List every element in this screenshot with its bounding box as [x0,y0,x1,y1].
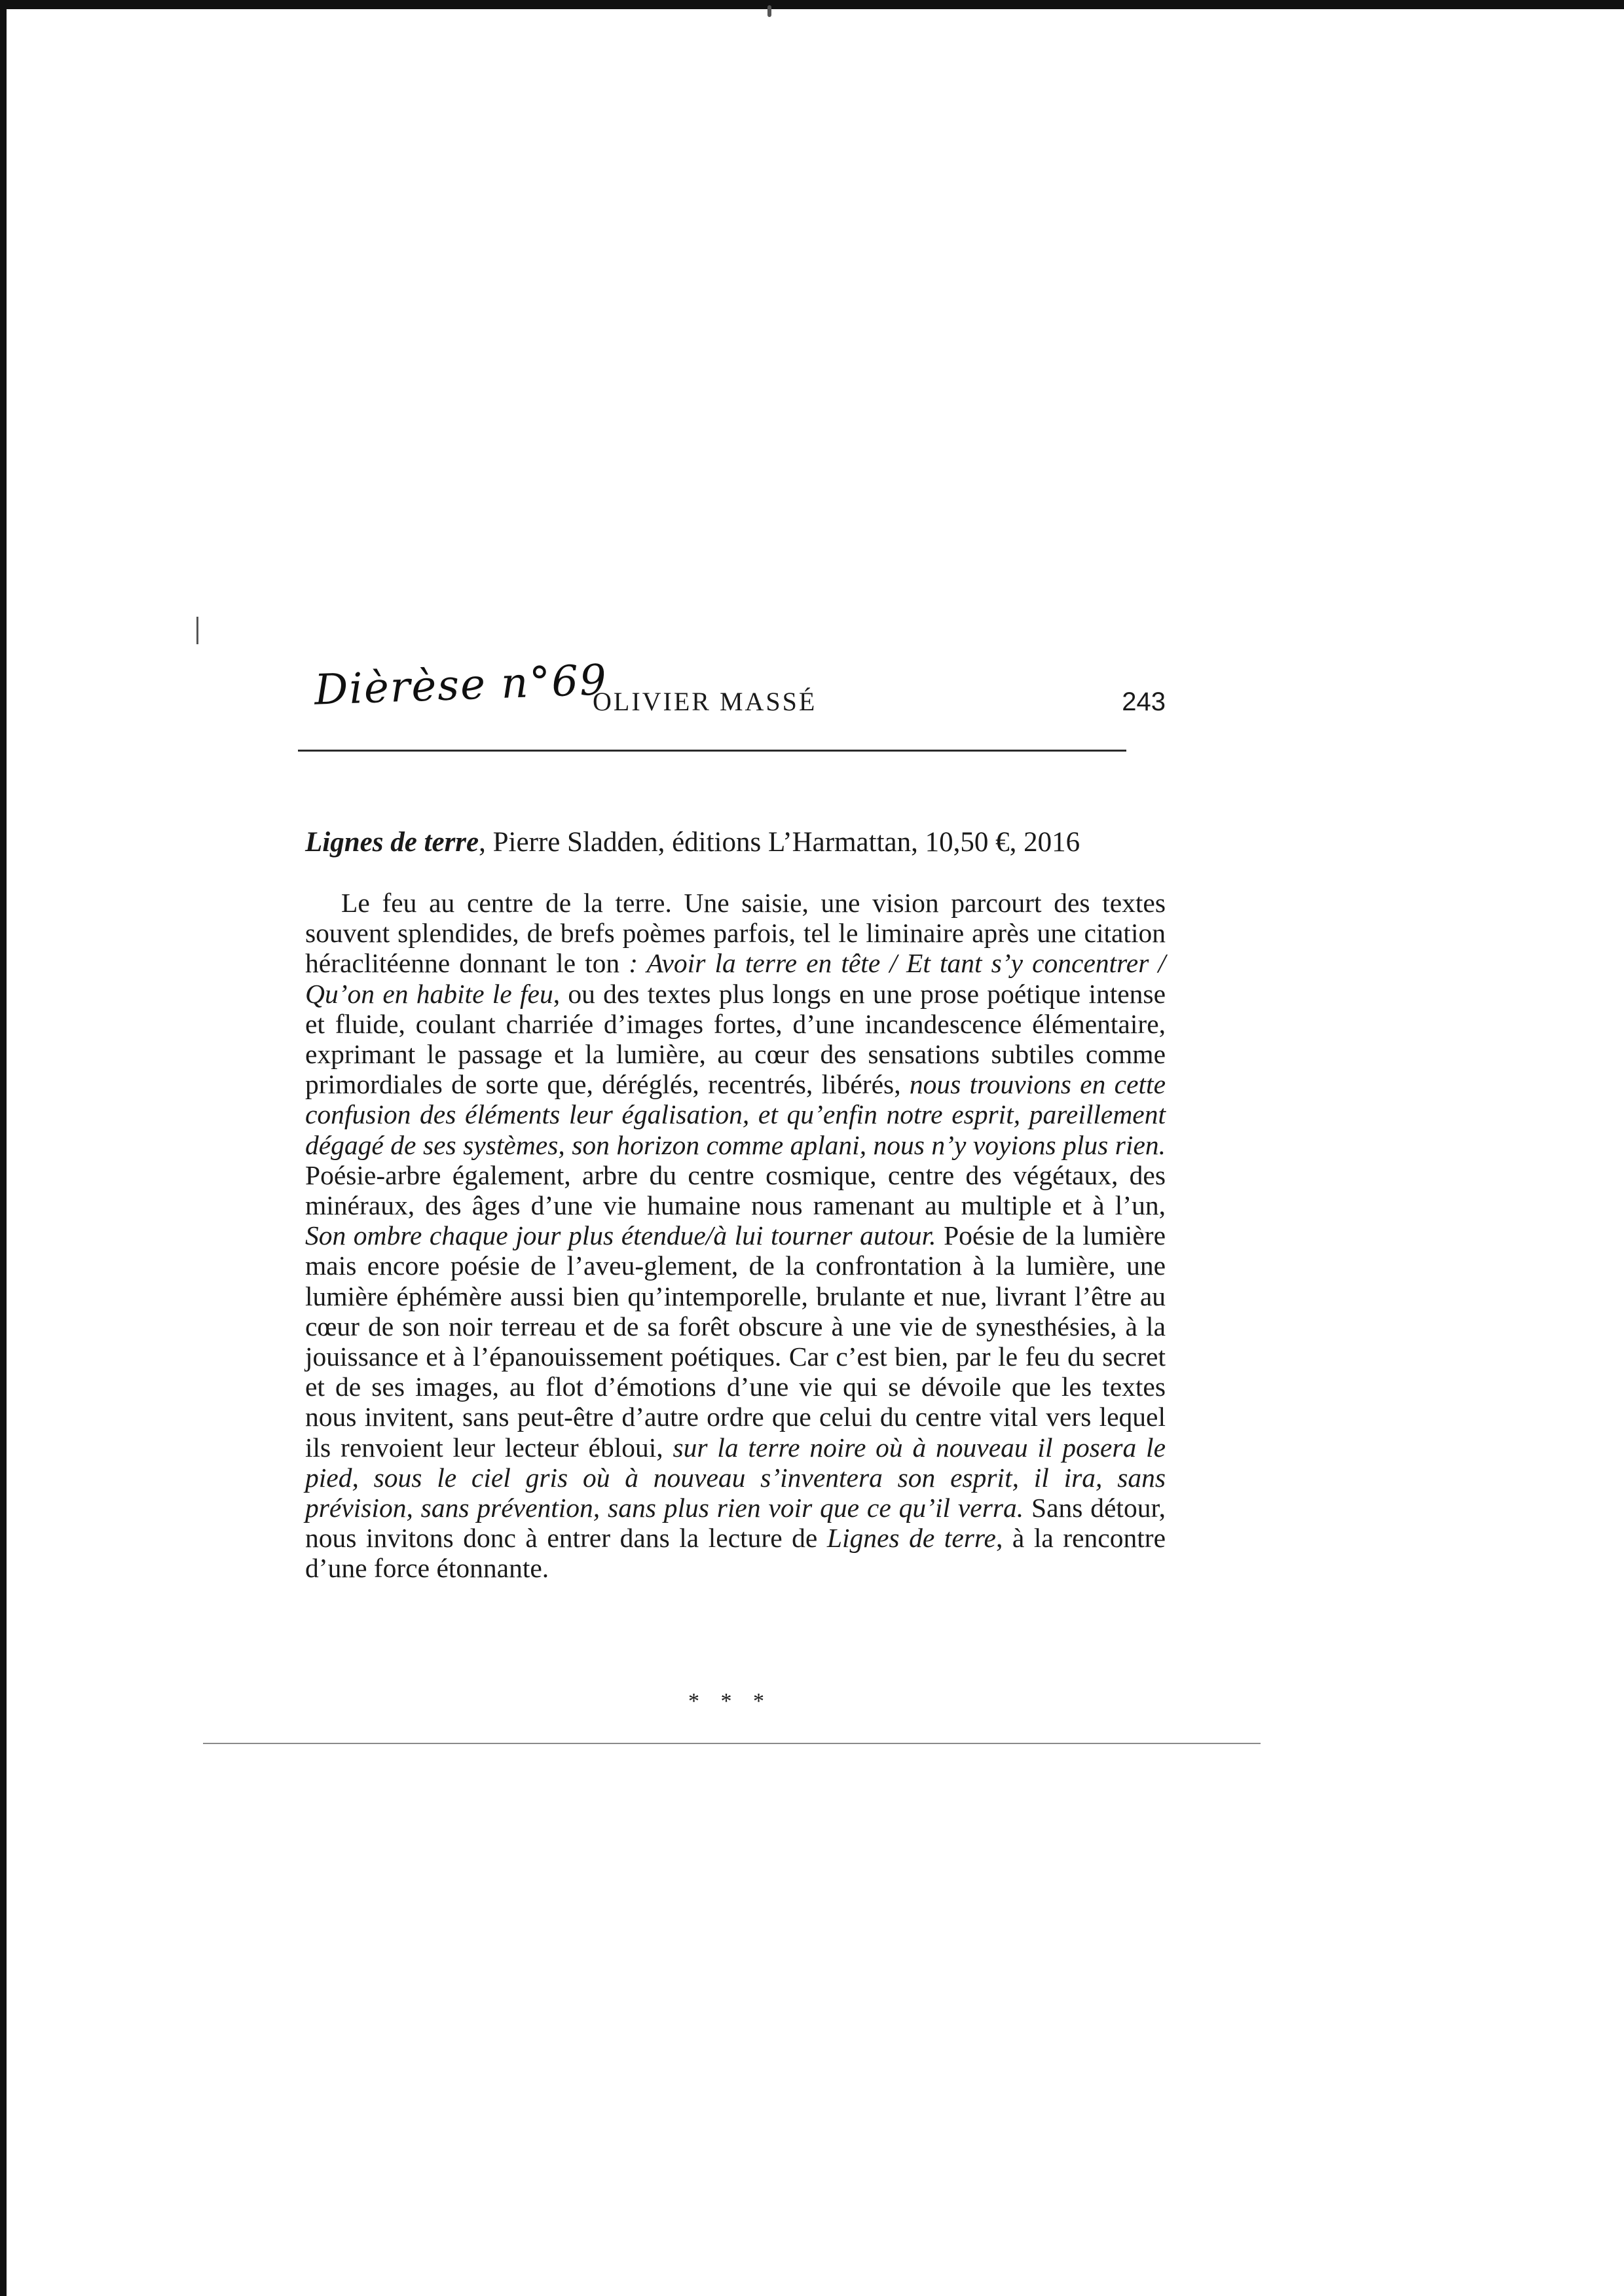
body-quote: : Avoir la terre en tête / Et tant s’y concentrer / Qu’on en habite le feu [305,948,1166,1009]
body-segment: Poésie-arbre également, arbre du centre cosmique, centre des végétaux, des minéraux, des âges d’une vie humaine nous ramenant au multiple et à l’un, [305,1159,1166,1221]
body-segment: Le feu au centre de la terre. Une saisie, une vision parcourt des textes souvent splendides, de brefs poèmes parfois, tel le liminaire après une citation héraclitéenne donnant le ton [305,888,1166,979]
body-segment: , à la rencontre d’une force étonnante. [305,1523,1166,1584]
running-head [313,656,1166,733]
body-segment: Sans détour, nous invitons donc à entrer dans la lecture de [305,1493,1166,1554]
scan-mark [196,617,198,644]
body-quote: sur la terre noire où à nouveau il posera le pied, sous le ciel gris où à nouveau s’inventera son esprit, il ira, sans prévision, sans prévention, sans plus rien voir que ce qu’il verra. [305,1432,1166,1523]
body-quote: Son ombre chaque jour plus étendue/à lui tourner autour. [305,1220,936,1251]
header-rule [298,750,1126,752]
scan-speck [767,5,771,17]
body-segment: , ou des textes plus longs en une prose poétique intense et fluide, coulant charriée d’images fortes, d’une incandescence élémentaire, exprimant le passage et la lumière, au cœur des sensations subtiles comme primordiales de sorte que, déréglés, recentrés, libérés, [305,978,1166,1100]
publication-info: , Pierre Sladden, éditions L’Harmattan, 10,50 €, 2016 [479,827,1080,858]
section-separator: * * * [688,1689,772,1713]
body-book-reference: Lignes de terre [826,1523,996,1554]
scan-border-left [0,0,7,2296]
page-number: 243 [1122,687,1166,716]
footer-rule [203,1743,1261,1744]
review-body [305,888,1166,1584]
scan-border-top [0,0,1624,9]
book-title: Lignes de terre [305,827,479,858]
author-name: OLIVIER MASSÉ [593,687,817,716]
body-quote: nous trouvions en cette confusion des éléments leur égalisation, et qu’enfin notre esprit, pareillement dégagé de ses systèmes, son horizon comme aplani, nous n’y voyions plus rien. [305,1069,1166,1160]
handwritten-note: Dièrèse n°69 [313,656,608,715]
review-title-line [305,826,1176,858]
body-segment: Poésie de la lumière mais encore poésie de l’aveu-glement, de la confrontation à la lumière, une lumière éphémère aussi bien qu’intemporelle, brulante et nue, livrant l’être au cœur de son noir terreau et de sa forêt obscure à une vie de synesthésies, à la jouissance et à l’épanouissement poétiques. Car c’est bien, par le feu du secret et de ses images, au flot d’émotions d’une vie qui se dévoile que les textes nous invitent, sans peut-être d’autre ordre que celui du centre vital vers lequel ils renvoient leur lecteur ébloui, [305,1220,1166,1463]
